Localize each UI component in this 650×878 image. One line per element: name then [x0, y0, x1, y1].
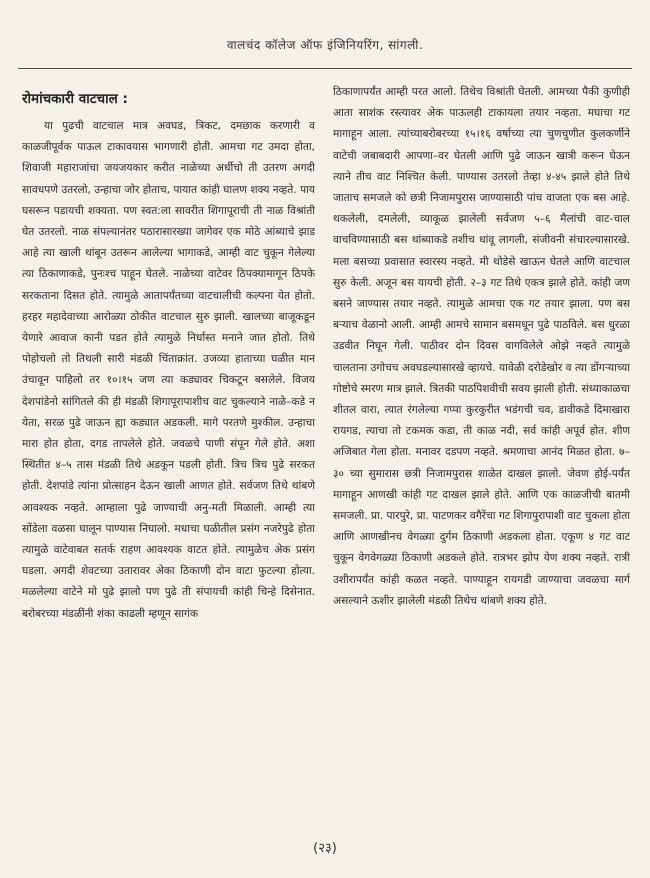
header-divider: [18, 68, 632, 69]
right-column: [333, 82, 630, 842]
left-column: [22, 82, 315, 842]
article-title: रोमांचकारी वाटचाल :: [22, 91, 128, 107]
page-number: (२३): [313, 841, 337, 856]
left-column-text: या पुढची वाटचाल मात्र अवघड, त्रिकट, दमछाक करणारी व काळजीपूर्वक पाऊल टाकावयास भागणारी होती. आमचा गट उमदा होता, शिवाजी महाराजांचा जयजयकार करीत नाळेच्या अर्धीचो ती उतरण अगदी सावधपणे उतरलो, उन्हाचा जोर होताच, पायात कांही घालण शक्य नव्हते. पाय घसरून पडायची शक्यता. पण स्वत:ला सावरीत शिगापूराची ती नाळ विश्रांती घेत उतरलो. नाळ संपल्यानंतर पठारासारख्या जागेवर एक मोठे आंब्याचे झाड आहे त्या खाली थांबून उतरून आलेल्या भागाकडे, आम्ही वाट चुकून गेलेल्या त्या ठिकाणाकडे, पुनःश्च पाहून घेतले. नाळेच्या वाटेवर ठिपक्यामागून ठिपके सरकताना दिसत होते. त्यामुळे आतापर्यंतच्या वाटचालीची कल्पना येत होतो. हरहर महादेवाच्या आरोळ्या ठोकीत वाटचाल सुरु झाली. खालच्या बाजूकडून येणारे आवाज कानी पडत होते त्यामुळे निर्धास्त मनाने जात होतो. तिथे पोहोचलो तो तिथली सारी मंडळी चिंताक्रांत. उजव्या हाताच्या घळीत मान उंचावून पाहिलो तर १०।१५ जण त्या कड्यावर चिकटून बसलेले. विजय देशपांडेनो सांगितले की ही मंडळी शिगापूरापाशीच वाट चुकल्याने नाळे–कडे न येता, सरळ पुढे जाऊन ह्या कड्यात अडकली. मागे परतणे मुश्कील. उन्हाचा मारा होत होता, दगड तापलेले होते. जवळचे पाणी संपून गेले होते. अशा स्थितीत ४–५ तास मंडळी तिथे अडकून पडली होती. त्रिच त्रिच पुढे सरकत होती. देशपांडे त्यांना प्रोत्साहन देऊन खाली आणत होते. सर्वजण तिथे थांबणे आवश्यक नव्हते. आम्हाला पुढे जाण्याची अनु-मती मिळाली. आम्ही त्या सोंडेला वळसा घालून पाण्यास निघालो. मधाचा घळीतील प्रसंग नजरेपुढे होता त्यामुळे वाटेवाबत सतर्क राहण आवश्यक वाटत होते. त्यामुळेच अेक प्रसंग घडला. अगदी शेवटच्या उतारावर अेका ठिकाणी दोन वाटा फुटल्या होत्या. मळलेल्या वाटेने मो पुढे झालो पण पुढे ती संपायची कांही चिन्हे दिसेनात. बरोबरच्या मंडळींनी शंका काढली म्हणून सागंक: [22, 120, 315, 620]
running-header: वालचंद कॉलेज ऑफ इंजिनियरिंग, सांगली.: [226, 38, 424, 52]
right-column-text: ठिकाणापर्यंत आम्ही परत आलो. तिथेच विश्रांती घेतली. आमच्या पैकी कुणीही आता साशंक रस्त्यावर अेक पाऊलही टाकायला तयार नव्हता. मघाचा गट मागाहून आला. त्यांच्याबरोबरच्या १५।१६ वर्षाच्या त्या चुणचुणीत कुलकर्णीने वाटेची जबाबदारी आपणा–वर घेतली आणि पुढे जाऊन खात्री करून घेऊन त्याने तीच वाट निश्चित केली. पाण्यास उतरलो तेव्हा ४-४५ झाले होते तिथे जाताच समजले को छत्री निजामपुरास जाण्यासाठी पांच वाजता एक बस आहे. थकलेली, दमलेली, व्याकूळ झालेली सर्वजण ५–६ मैलांची वाट-चाल वाचविण्यासाठी बस थांब्याकडे तशीच धांवू लागली, संजीवनी संचारल्यासारखे. मला बसच्या प्रवासात स्वारस्य नव्हते. मी थोडेसे खाऊन घेतले आणि वाटचाल सुरु केली. अजून बस यायची होती. २–३ गट तिथे एकत्र झाले होते. कांही जण बसने जाण्यास तयार नव्हते. त्यामुळे आमचा एक गट तयार झाला. पण बस बऱ्याच वेळानो आली. आम्ही आमचे सामान बसमधून पुढे पाठविले. बस धुरळा उडवीत निघून गेली. पाठीवर दोन दिवस वागविलेले ओझे नव्हते त्यामुळे चालताना उगोचच अवघडल्यासारखे व्हायचे. यावेळी दरोडेखोर व त्या डोंगऱ्याच्या गोष्टोचे स्मरण मात्र झाले. त्रितकी पाठपिशवीची सवय झाली होती. संध्याकाळचा शीतल वारा, त्यात रंगलेल्या गप्पा कुरकुरीत भडंगची चव, डावीकडे दिमाखारा रायगड, त्याचा तो टकमक कडा, ती काळ नदी, सर्व कांही अपूर्व होत. शीण अजिबात गेला होता. मनावर दडपण नव्हते. श्रमणाचा आनंद मिळत होता. ७–३० च्या सुमारास छत्री निजामपुरास शाळेत दाखल झालो. जेवण होई-पर्यंत मागाहून आणखी कांही गट दाखल झाले होते. आणि एक काळजीची बातमी समजली. प्रा. पारपुरे, प्रा. पाटणकर वगैरेंचा गट शिगापुरापाशी वाट चुकला होता आणि आणखीनच वेगळ्या दुर्गम ठिकाणी अडकला होता. एकूण ४ गट वाट चुकून वेगवेगळ्या ठिकाणी अडकले होते. रात्रभर झोप येण शक्य नव्हते. रात्री उशीरापर्यंत कांही कळत नव्हते. पाण्याहून रायगडी जाण्याचा जवळचा मार्ग असल्याने ऊशीर झालेली मंडळी तिथेच थांबणे शक्य होते.: [333, 86, 630, 607]
